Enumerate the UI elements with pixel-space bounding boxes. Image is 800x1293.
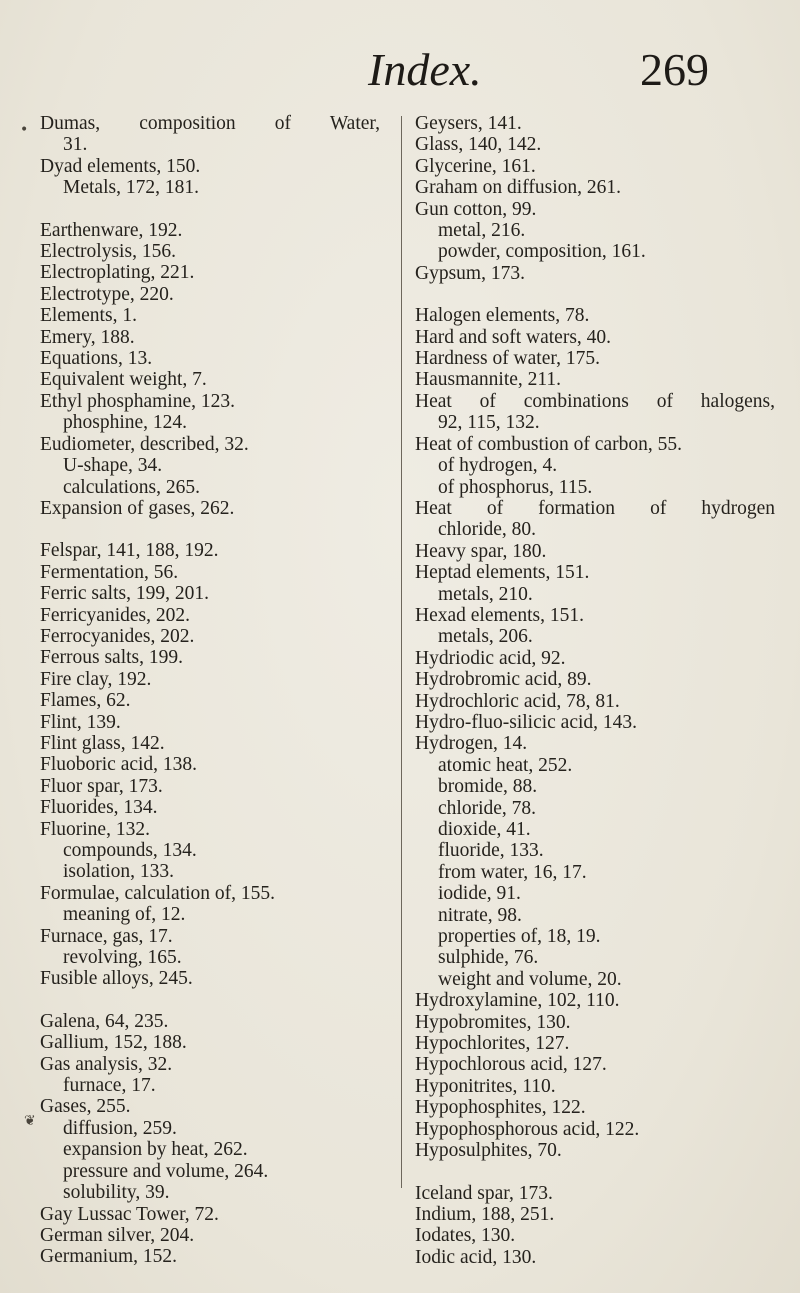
index-subentry: calculations, 265. — [63, 476, 201, 498]
index-entry: Dumas, composition of Water, — [40, 113, 380, 134]
index-entry: Galena, 64, 235. — [40, 1010, 169, 1032]
index-entry: Emery, 188. — [40, 326, 135, 348]
index-subentry: sulphide, 76. — [438, 947, 539, 969]
index-entry: Iceland spar, 173. — [415, 1182, 553, 1204]
index-entry: Hyposulphites, 70. — [415, 1140, 562, 1162]
section-gap — [40, 519, 385, 540]
index-entry: Fluoboric acid, 138. — [40, 754, 198, 776]
index-entry: Gas analysis, 32. — [40, 1053, 173, 1075]
index-entry: Hydrobromic acid, 89. — [415, 669, 592, 691]
index-entry: Hardness of water, 175. — [415, 348, 600, 370]
index-entry: Glass, 140, 142. — [415, 134, 542, 156]
index-subentry: chloride, 80. — [438, 519, 537, 541]
index-entry: Gallium, 152, 188. — [40, 1032, 187, 1054]
index-subentry: furnace, 17. — [63, 1075, 156, 1097]
index-entry: Gypsum, 173. — [415, 262, 525, 284]
column-divider — [401, 116, 402, 1188]
index-subentry: solubility, 39. — [63, 1182, 170, 1204]
index-entry: Iodates, 130. — [415, 1225, 516, 1247]
index-subentry: nitrate, 98. — [438, 904, 522, 926]
index-entry: Iodic acid, 130. — [415, 1246, 537, 1268]
index-entry: Equivalent weight, 7. — [40, 369, 207, 391]
index-subentry: meaning of, 12. — [63, 904, 186, 926]
index-entry: Earthenware, 192. — [40, 219, 183, 241]
index-entry: Felspar, 141, 188, 192. — [40, 540, 219, 562]
index-entry: Eudiometer, described, 32. — [40, 433, 249, 455]
index-entry: Formulae, calculation of, 155. — [40, 882, 276, 904]
index-column-left — [40, 113, 385, 1268]
index-subentry: metals, 210. — [438, 583, 533, 605]
index-subentry: fluoride, 133. — [438, 840, 544, 862]
index-entry: Heat of formation of hydrogen — [415, 497, 775, 519]
index-entry: Gun cotton, 99. — [415, 198, 537, 220]
index-entry: Flint glass, 142. — [40, 732, 165, 754]
index-entry: Hydriodic acid, 92. — [415, 647, 566, 669]
index-entry: Graham on diffusion, 261. — [415, 177, 621, 199]
index-entry: Hydro-fluo-silicic acid, 143. — [415, 711, 638, 733]
index-subentry: of phosphorus, 115. — [438, 476, 593, 498]
index-subentry: properties of, 18, 19. — [438, 926, 601, 948]
index-subentry: pressure and volume, 264. — [63, 1160, 269, 1182]
index-entry: Hydrogen, 14. — [415, 733, 528, 755]
index-entry: Ferrous salts, 199. — [40, 647, 183, 669]
index-entry: Gay Lussac Tower, 72. — [40, 1203, 219, 1225]
index-subentry: dioxide, 41. — [438, 819, 531, 840]
running-title: Index. — [368, 44, 482, 95]
index-entry: Indium, 188, 251. — [415, 1203, 555, 1225]
section-gap — [40, 199, 385, 220]
index-subentry: phosphine, 124. — [63, 412, 188, 434]
speck-mark: • — [20, 122, 29, 138]
index-entry: Hypochlorous acid, 127. — [415, 1054, 607, 1076]
index-entry: Geysers, 141. — [415, 113, 522, 134]
index-entry: German silver, 204. — [40, 1224, 195, 1246]
section-gap — [415, 284, 775, 305]
index-entry: Hypophosphorous acid, 122. — [415, 1118, 640, 1140]
index-subentry: atomic heat, 252. — [438, 754, 573, 776]
index-entry: Flint, 139. — [40, 711, 121, 733]
index-subentry: 92, 115, 132. — [438, 412, 540, 434]
index-subentry: from water, 16, 17. — [438, 861, 587, 883]
index-subentry: Metals, 172, 181. — [63, 177, 199, 199]
index-entry: Hausmannite, 211. — [415, 369, 562, 391]
index-entry: Hypophosphites, 122. — [415, 1097, 586, 1119]
index-entry: Electrolysis, 156. — [40, 241, 176, 263]
index-entry: Glycerine, 161. — [415, 155, 536, 177]
index-entry: Dyad elements, 150. — [40, 155, 201, 177]
index-subentry: revolving, 165. — [63, 947, 182, 969]
index-entry: Hypochlorites, 127. — [415, 1033, 570, 1055]
index-subentry: metals, 206. — [438, 626, 533, 648]
index-entry: Electroplating, 221. — [40, 262, 195, 284]
index-subentry: powder, composition, 161. — [438, 241, 646, 263]
page-number: 269 — [640, 44, 709, 95]
index-entry: Ferrocyanides, 202. — [40, 625, 195, 647]
index-subentry: chloride, 78. — [438, 797, 537, 819]
index-subentry: bromide, 88. — [438, 776, 538, 798]
index-subentry: iodide, 91. — [438, 883, 521, 905]
index-entry: Fermentation, 56. — [40, 561, 179, 583]
index-entry: Fluorides, 134. — [40, 797, 158, 819]
index-subentry: expansion by heat, 262. — [63, 1139, 248, 1161]
index-subentry: metal, 216. — [438, 220, 526, 242]
speck-mark: ❦ — [24, 1113, 36, 1129]
index-entry: Expansion of gases, 262. — [40, 497, 235, 519]
index-entry: Ferric salts, 199, 201. — [40, 583, 209, 605]
index-entry: Fluorine, 132. — [40, 818, 150, 840]
index-subentry: diffusion, 259. — [63, 1117, 177, 1139]
index-entry: Ethyl phosphamine, 123. — [40, 390, 235, 412]
index-entry: Hydrochloric acid, 78, 81. — [415, 690, 620, 712]
index-entry: Equations, 13. — [40, 348, 153, 370]
index-entry: Furnace, gas, 17. — [40, 925, 173, 947]
section-gap — [40, 990, 385, 1011]
page-header — [0, 40, 800, 100]
index-entry: Electrotype, 220. — [40, 283, 174, 305]
index-entry: Flames, 62. — [40, 690, 131, 712]
index-entry: Hydroxylamine, 102, 110. — [415, 990, 620, 1012]
index-entry: Ferricyanides, 202. — [40, 604, 191, 626]
index-subentry: U-shape, 34. — [63, 455, 163, 477]
index-subentry: weight and volume, 20. — [438, 968, 622, 990]
index-entry: Heavy spar, 180. — [415, 540, 547, 562]
index-entry: Germanium, 152. — [40, 1246, 178, 1268]
index-entry: Hyponitrites, 110. — [415, 1075, 556, 1097]
index-subentry: of hydrogen, 4. — [438, 455, 558, 477]
index-entry: Fluor spar, 173. — [40, 775, 163, 797]
index-entry: Fire clay, 192. — [40, 668, 152, 690]
index-entry: Hard and soft waters, 40. — [415, 326, 612, 348]
index-entry: Heptad elements, 151. — [415, 562, 590, 584]
index-subentry: 31. — [63, 134, 88, 156]
index-entry: Fusible alloys, 245. — [40, 968, 193, 990]
index-entry: Gases, 255. — [40, 1096, 131, 1118]
index-entry: Hexad elements, 151. — [415, 604, 584, 626]
index-entry: Heat of combinations of halogens, — [415, 390, 775, 412]
index-subentry: isolation, 133. — [63, 861, 175, 883]
index-column-right — [415, 113, 775, 1268]
index-entry: Halogen elements, 78. — [415, 305, 590, 327]
section-gap — [415, 1162, 775, 1183]
index-entry: Elements, 1. — [40, 305, 137, 327]
index-entry: Hypobromites, 130. — [415, 1011, 571, 1033]
index-entry: Heat of combustion of carbon, 55. — [415, 433, 682, 455]
index-subentry: compounds, 134. — [63, 840, 197, 861]
